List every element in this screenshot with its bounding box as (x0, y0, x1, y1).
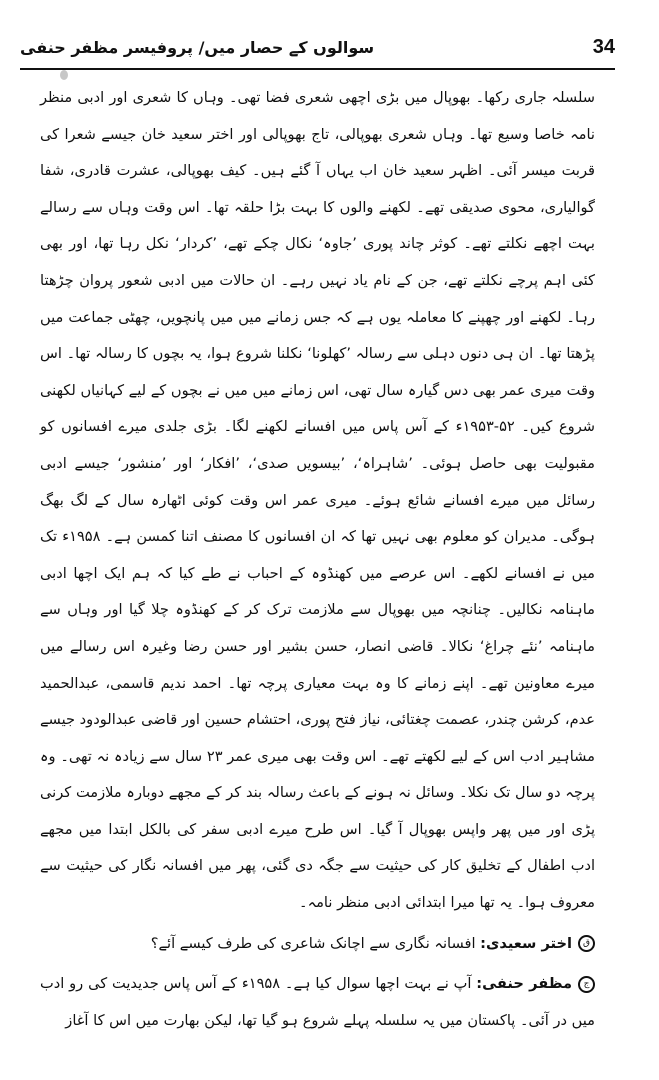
header-rule (20, 68, 615, 70)
running-title: سوالوں کے حصار میں/ پروفیسر مظفر حنفی (20, 38, 375, 57)
page-header (20, 32, 615, 66)
question-speaker: اختر سعیدی: (480, 934, 572, 952)
page-number: 34 (592, 36, 615, 58)
question-marker: ق (578, 935, 595, 952)
page-body (40, 80, 595, 1039)
answer-marker: ج (578, 976, 595, 993)
answer-text: آپ نے بہت اچھا سوال کیا ہے۔ ۱۹۵۸ء کے آس پاس جدیدیت کی رو ادب میں در آئی۔ پاکستان میں یہ سلسلہ پہلے شروع ہو گیا تھا، لیکن بھارت میں اس کا آغاز (40, 975, 595, 1029)
answer-speaker: مظفر حنفی: (476, 975, 572, 993)
question-line (40, 926, 595, 963)
question-text: افسانہ نگاری سے اچانک شاعری کی طرف کیسے آئے؟ (150, 934, 476, 952)
body-paragraph: سلسلہ جاری رکھا۔ بھوپال میں بڑی اچھی شعری فضا تھی۔ وہاں کا شعری اور ادبی منظر نامہ خاصا وسیع تھا۔ وہاں شعری بھوپالی، تاج بھوپالی اور اختر سعید خان جیسے شعرا کی قربت میسر آئی۔ اظہر سعید خان اب یہاں آ گئے ہیں۔ کیف بھوپالی، عشرت قادری، شفا گوالیاری، محوی صدیقی تھے۔ لکھنے والوں کا بہت بڑا حلقہ تھا۔ اس وقت وہاں سے رسالے بہت اچھے نکلتے تھے۔ کوثر چاند پوری ’جاوہ‘ نکال چکے تھے، ’کردار‘ نکل رہا تھا، اور بھی کئی اہم پرچے نکلتے تھے، جن کے نام یاد نہیں رہے۔ ان حالات میں ادبی شعور پروان چڑھتا رہا۔ لکھنے اور چھپنے کا معاملہ یوں ہے کہ جس زمانے میں میں پانچویں، چھٹی جماعت میں پڑھتا تھا۔ ان ہی دنوں دہلی سے رسالہ ’کھلونا‘ نکلنا شروع ہوا، یہ بچوں کا رسالہ تھا۔ اس وقت میری عمر بھی دس گیارہ سال تھی، اس زمانے میں میں نے بچوں کے لیے کہانیاں لکھنی شروع کیں۔ ۵۲-۱۹۵۳ء کے آس پاس میں افسانے لکھنے لگا۔ بڑی جلدی میرے افسانوں کو مقبولیت بھی حاصل ہوئی۔ ’شاہراہ‘، ’بیسویں صدی‘، ’افکار‘ اور ’منشور‘ جیسے ادبی رسائل میں میرے افسانے شائع ہوئے۔ میری عمر اس وقت کوئی اٹھارہ سال کے لگ بھگ ہوگی۔ مدیران کو معلوم بھی نہیں تھا کہ ان افسانوں کا مصنف اتنا کمسن ہے۔ ۱۹۵۸ء تک میں نے افسانے لکھے۔ اس عرصے میں کھنڈوہ کے احباب نے طے کیا کہ ہم ایک اچھا ادبی ماہنامہ نکالیں۔ چنانچہ میں بھوپال سے ملازمت ترک کر کے کھنڈوہ چلا گیا اور وہاں سے ماہنامہ ’نئے چراغ‘ نکالا۔ قاضی انصار، حسن بشیر اور حسن رضا وغیرہ اس رسالے میں میرے معاونین تھے۔ اپنے زمانے کا وہ بہت معیاری پرچہ تھا۔ احمد ندیم قاسمی، عبدالحمید عدم، کرشن چندر، عصمت چغتائی، نیاز فتح پوری، احتشام حسین اور قاضی عبدالودود جیسے مشاہیر ادب اس کے لیے لکھتے تھے۔ اس وقت بھی میری عمر ۲۳ سال سے زیادہ نہ تھی۔ وہ پرچہ دو سال تک نکلا۔ وسائل نہ ہونے کے باعث رسالہ بند کر کے مجھے دوبارہ ملازمت کرنی پڑی اور میں پھر واپس بھوپال آ گیا۔ اس طرح میرے ادبی سفر کی بالکل ابتدا میں مجھے ادب اطفال کے تخلیق کار کی حیثیت سے جگہ دی گئی، پھر میں افسانہ نگار کی حیثیت سے معروف ہوا۔ یہ تھا میرا ابتدائی ادبی منظر نامہ۔ (40, 89, 596, 912)
ink-spot (60, 70, 68, 80)
answer-line (40, 966, 595, 1039)
